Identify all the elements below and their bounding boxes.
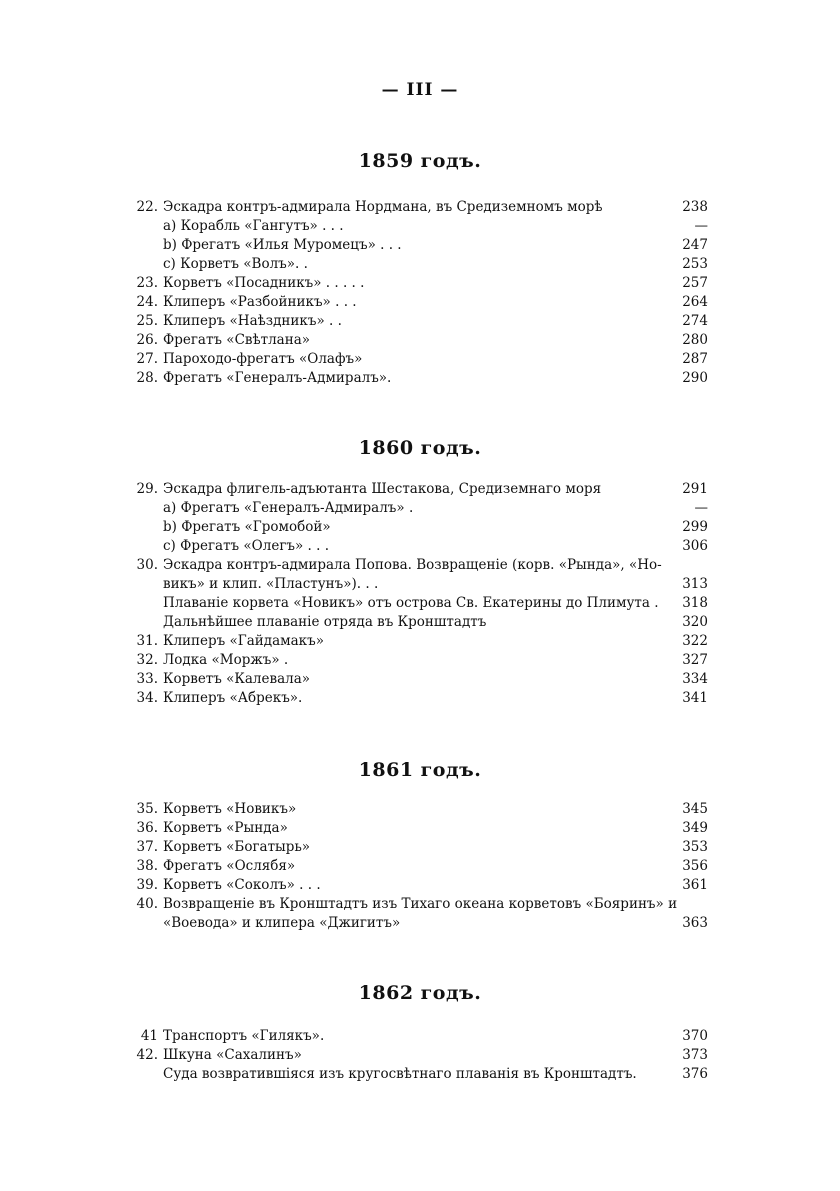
entry-page: 353 <box>682 839 708 855</box>
toc-list <box>128 1027 708 1084</box>
toc-entry <box>128 217 708 236</box>
entry-number: 38. <box>136 858 158 874</box>
year-heading: 1862 годъ. <box>358 982 482 1004</box>
toc-entry <box>128 1065 708 1084</box>
entry-title: Пароходо-фрегатъ «Олафъ» <box>163 351 363 367</box>
entry-page: 370 <box>682 1028 708 1044</box>
entry-page: 257 <box>682 275 708 291</box>
toc-entry <box>128 575 708 594</box>
entry-number: 25. <box>136 313 158 329</box>
entry-title: Возвращеніе въ Кронштадтъ изъ Тихаго океана корветовъ «Бояринъ» и <box>163 896 678 912</box>
toc-entry <box>128 651 708 670</box>
entry-page: 290 <box>682 370 708 386</box>
entry-title: Плаваніе корвета «Новикъ» отъ острова Св. Екатерины до Плимута . <box>163 595 659 611</box>
entry-number: 39. <box>136 877 158 893</box>
year-heading: 1861 годъ. <box>358 759 482 781</box>
entry-title: Корветъ «Посадникъ» . . . . . <box>163 275 365 291</box>
entry-title: Эскадра флигель-адъютанта Шестакова, Средиземнаго моря <box>163 481 602 497</box>
entry-page: 334 <box>682 671 708 687</box>
entry-title: Корветъ «Богатырь» <box>163 839 311 855</box>
toc-entry <box>128 293 708 312</box>
toc-entry <box>128 350 708 369</box>
entry-title: Суда возвратившіяся изъ кругосвѣтнаго плаванія въ Кронштадтъ. <box>163 1066 637 1082</box>
toc-entry <box>128 480 708 499</box>
toc-entry <box>128 914 708 933</box>
entry-title: Фрегатъ «Свѣтлана» <box>163 332 311 348</box>
entry-title: Корветъ «Новикъ» <box>163 801 297 817</box>
toc-entry <box>128 838 708 857</box>
entry-title: Корветъ «Рында» <box>163 820 288 836</box>
entry-page: 373 <box>682 1047 708 1063</box>
entry-number: 30. <box>136 557 158 573</box>
entry-page: 280 <box>682 332 708 348</box>
entry-page: 356 <box>682 858 708 874</box>
toc-list <box>128 480 708 708</box>
toc-entry <box>128 857 708 876</box>
entry-number: 40. <box>136 896 158 912</box>
entry-title: а) Фрегатъ «Генералъ-Адмиралъ» . <box>163 500 414 516</box>
entry-number: 35. <box>136 801 158 817</box>
entry-title: Фрегатъ «Ослябя» <box>163 858 296 874</box>
year-heading: 1860 годъ. <box>358 437 482 459</box>
year-heading: 1859 годъ. <box>358 150 482 172</box>
entry-page: — <box>694 218 708 234</box>
entry-page: 274 <box>682 313 708 329</box>
entry-page: 238 <box>682 199 708 215</box>
toc-entry <box>128 198 708 217</box>
toc-entry <box>128 518 708 537</box>
toc-entry <box>128 876 708 895</box>
entry-number: 27. <box>136 351 158 367</box>
entry-page: 322 <box>682 633 708 649</box>
entry-number: 41 <box>140 1028 158 1044</box>
toc-entry <box>128 819 708 838</box>
entry-page: 287 <box>682 351 708 367</box>
entry-title: «Воевода» и клипера «Джигитъ» <box>163 915 401 931</box>
entry-page: 327 <box>682 652 708 668</box>
entry-title: Фрегатъ «Генералъ-Адмиралъ». <box>163 370 392 386</box>
entry-number: 34. <box>136 690 158 706</box>
toc-entry <box>128 895 708 914</box>
toc-entry <box>128 331 708 350</box>
entry-title: Эскадра контръ-адмирала Попова. Возвращеніе (корв. «Рында», «Но- <box>163 557 662 573</box>
entry-number: 31. <box>136 633 158 649</box>
entry-title: а) Корабль «Гангутъ» . . . <box>163 218 344 234</box>
entry-page: 247 <box>682 237 708 253</box>
entry-title: Дальнѣйшее плаваніе отряда въ Кронштадтъ <box>163 614 487 630</box>
toc-entry <box>128 1027 708 1046</box>
entry-title: Лодка «Моржъ» . <box>163 652 289 668</box>
toc-entry <box>128 255 708 274</box>
entry-page: 320 <box>682 614 708 630</box>
entry-page: 349 <box>682 820 708 836</box>
entry-number: 32. <box>136 652 158 668</box>
entry-number: 23. <box>136 275 158 291</box>
toc-entry <box>128 369 708 388</box>
entry-title: с) Корветъ «Волъ». . <box>163 256 308 272</box>
entry-title: Корветъ «Калевала» <box>163 671 311 687</box>
entry-page: 264 <box>682 294 708 310</box>
toc-entry <box>128 537 708 556</box>
entry-page: 291 <box>682 481 708 497</box>
entry-title: Клиперъ «Гайдамакъ» <box>163 633 324 649</box>
toc-entry <box>128 1046 708 1065</box>
entry-page: 253 <box>682 256 708 272</box>
entry-page: 376 <box>682 1066 708 1082</box>
entry-page: 363 <box>682 915 708 931</box>
toc-entry <box>128 274 708 293</box>
entry-number: 37. <box>136 839 158 855</box>
entry-page: 306 <box>682 538 708 554</box>
entry-number: 28. <box>136 370 158 386</box>
entry-title: Эскадра контръ-адмирала Нордмана, въ Средиземномъ морѣ <box>163 199 603 215</box>
entry-number: 29. <box>136 481 158 497</box>
toc-entry <box>128 556 708 575</box>
toc-entry <box>128 632 708 651</box>
entry-number: 24. <box>136 294 158 310</box>
entry-page: 299 <box>682 519 708 535</box>
entry-title: Транспортъ «Гилякъ». <box>163 1028 325 1044</box>
entry-title: Корветъ «Соколъ» . . . <box>163 877 321 893</box>
page-number: — III — <box>381 80 459 100</box>
toc-entry <box>128 689 708 708</box>
toc-entry <box>128 499 708 518</box>
entry-number: 22. <box>136 199 158 215</box>
toc-entry <box>128 800 708 819</box>
entry-title: b) Фрегатъ «Илья Муромецъ» . . . <box>163 237 402 253</box>
entry-number: 36. <box>136 820 158 836</box>
entry-title: Клиперъ «Наѣздникъ» . . <box>163 313 342 329</box>
entry-page: — <box>694 500 708 516</box>
toc-entry <box>128 613 708 632</box>
toc-entry <box>128 594 708 613</box>
entry-title: Клиперъ «Абрекъ». <box>163 690 303 706</box>
entry-page: 313 <box>682 576 708 592</box>
toc-entry <box>128 236 708 255</box>
entry-title: викъ» и клип. «Пластунъ»). . . <box>163 576 379 592</box>
entry-page: 341 <box>682 690 708 706</box>
toc-entry <box>128 670 708 689</box>
entry-title: b) Фрегатъ «Громобой» <box>163 519 331 535</box>
entry-number: 42. <box>136 1047 158 1063</box>
entry-title: Клиперъ «Разбойникъ» . . . <box>163 294 357 310</box>
entry-number: 33. <box>136 671 158 687</box>
entry-page: 318 <box>682 595 708 611</box>
toc-list <box>128 800 708 933</box>
entry-number: 26. <box>136 332 158 348</box>
entry-title: Шкуна «Сахалинъ» <box>163 1047 302 1063</box>
entry-page: 361 <box>682 877 708 893</box>
entry-title: с) Фрегатъ «Олегъ» . . . <box>163 538 329 554</box>
toc-list <box>128 198 708 388</box>
entry-page: 345 <box>682 801 708 817</box>
toc-entry <box>128 312 708 331</box>
